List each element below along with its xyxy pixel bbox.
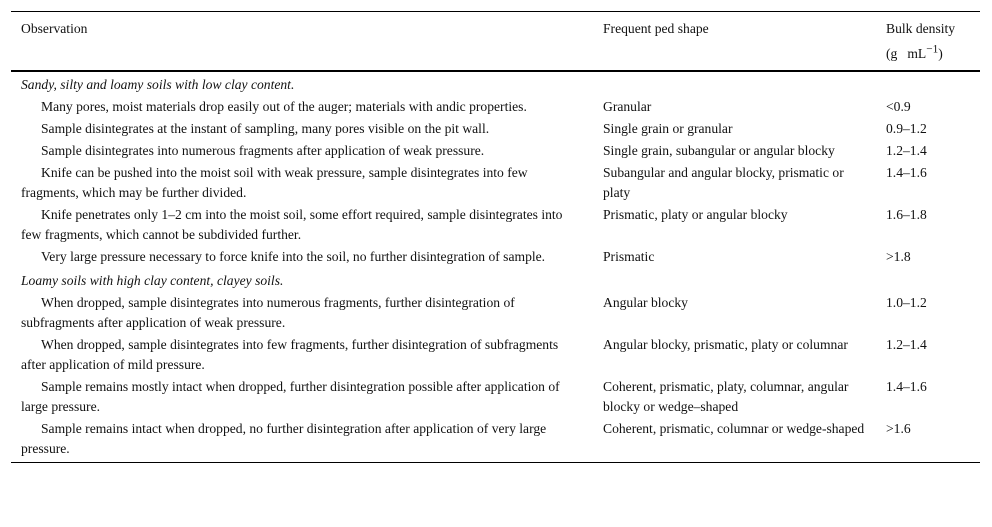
bulk-density-cell: 1.4–1.6 bbox=[886, 164, 927, 180]
bulk-density-cell: 0.9–1.2 bbox=[886, 120, 927, 136]
unit-close: ) bbox=[938, 45, 943, 61]
ped-shape-cell: Coherent, prismatic, columnar or wedge-shaped bbox=[603, 420, 865, 436]
section-title: Loamy soils with high clay content, clayey soils. bbox=[21, 272, 284, 288]
table-row bbox=[11, 246, 980, 268]
table-row bbox=[11, 140, 980, 162]
table-row bbox=[11, 204, 980, 246]
bulk-density-cell: 1.2–1.4 bbox=[886, 142, 927, 158]
soil-density-table bbox=[11, 11, 980, 463]
ped-shape-cell: Subangular and angular blocky, prismatic or platy bbox=[603, 164, 844, 200]
observation-cell: Many pores, moist materials drop easily out of the auger; materials with andic properties. bbox=[41, 98, 527, 114]
header-observation: Observation bbox=[21, 21, 88, 36]
ped-shape-cell: Prismatic, platy or angular blocky bbox=[603, 206, 788, 222]
table-body bbox=[11, 71, 980, 463]
observation-cell: When dropped, sample disintegrates into few fragments, further disintegration of subfragments after application of mild pressure. bbox=[21, 336, 559, 372]
ped-shape-cell: Single grain, subangular or angular blocky bbox=[603, 142, 835, 158]
table-header bbox=[11, 12, 980, 71]
ped-shape-cell: Single grain or granular bbox=[603, 120, 733, 136]
unit-ml: mL bbox=[907, 45, 927, 61]
table-row bbox=[11, 292, 980, 334]
bulk-density-cell: <0.9 bbox=[886, 98, 911, 114]
observation-cell: Sample disintegrates into numerous fragments after application of weak pressure. bbox=[41, 142, 485, 158]
header-bulk-density-label: Bulk density bbox=[886, 21, 956, 36]
table-row bbox=[11, 334, 980, 376]
bulk-density-cell: >1.8 bbox=[886, 248, 911, 264]
table-row bbox=[11, 118, 980, 140]
unit-exponent: −1 bbox=[926, 43, 939, 55]
observation-cell: Knife can be pushed into the moist soil with weak pressure, sample disintegrates into few fragments, which may be further divided. bbox=[21, 164, 528, 200]
header-bulk-density bbox=[876, 12, 980, 71]
section-title: Sandy, silty and loamy soils with low clay content. bbox=[21, 76, 295, 92]
ped-shape-cell: Granular bbox=[603, 98, 652, 114]
observation-cell: When dropped, sample disintegrates into numerous fragments, further disintegration of subfragments after application of weak pressure. bbox=[21, 294, 515, 330]
observation-cell: Sample remains intact when dropped, no further disintegration after application of very large pressure. bbox=[21, 420, 547, 456]
section-row bbox=[11, 268, 980, 292]
soil-density-table-container bbox=[11, 11, 980, 463]
table-row bbox=[11, 162, 980, 204]
bulk-density-cell: 1.6–1.8 bbox=[886, 206, 927, 222]
section-row bbox=[11, 71, 980, 96]
observation-cell: Sample remains mostly intact when dropped, further disintegration possible after application of large pressure. bbox=[21, 378, 560, 414]
header-bulk-density-unit bbox=[886, 43, 943, 61]
bulk-density-cell: 1.0–1.2 bbox=[886, 294, 927, 310]
bulk-density-cell: 1.2–1.4 bbox=[886, 336, 927, 352]
bulk-density-cell: 1.4–1.6 bbox=[886, 378, 927, 394]
observation-cell: Sample disintegrates at the instant of sampling, many pores visible on the pit wall. bbox=[41, 120, 490, 136]
bulk-density-cell: >1.6 bbox=[886, 420, 911, 436]
ped-shape-cell: Coherent, prismatic, platy, columnar, angular blocky or wedge–shaped bbox=[603, 378, 849, 414]
table-row bbox=[11, 96, 980, 118]
header-row bbox=[11, 12, 980, 71]
table-row bbox=[11, 418, 980, 463]
ped-shape-cell: Angular blocky, prismatic, platy or columnar bbox=[603, 336, 848, 352]
ped-shape-cell: Angular blocky bbox=[603, 294, 688, 310]
observation-cell: Knife penetrates only 1–2 cm into the moist soil, some effort required, sample disintegrates into few fragments, which cannot be subdivided further. bbox=[21, 206, 563, 242]
ped-shape-cell: Prismatic bbox=[603, 248, 655, 264]
unit-g: (g bbox=[886, 45, 898, 61]
table-row bbox=[11, 376, 980, 418]
observation-cell: Very large pressure necessary to force knife into the soil, no further disintegration of sample. bbox=[41, 248, 546, 264]
header-ped-shape: Frequent ped shape bbox=[603, 21, 709, 36]
